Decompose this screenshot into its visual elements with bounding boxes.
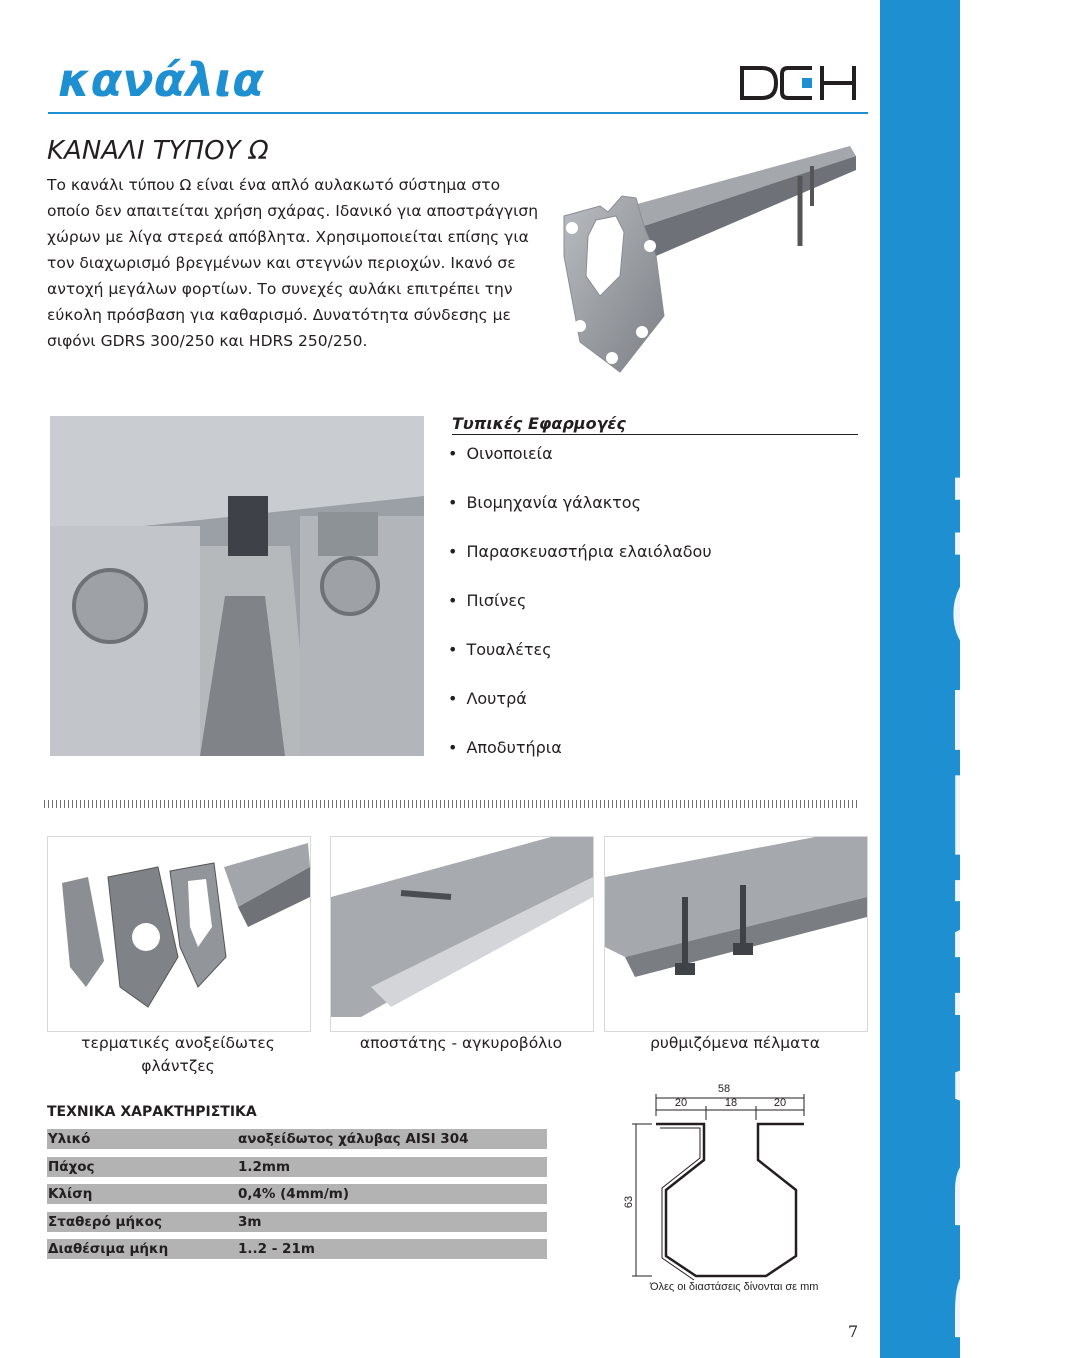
product-description: Το κανάλι τύπου Ω είναι ένα απλό αυλακωτό σύστημα στο οποίο δεν απαιτείται χρήση σχάρας. Ιδανικό για αποστράγγιση χώρων με λίγα στερεά απόβλητα. Χρησιμοποιείται επίσης για τον διαχωρισμό βρεγμένων και στεγνών περιοχών. Ικανό σε αντοχή μεγάλων φορτίων. Το συνεχές αυλάκι επιτρέπει την εύκολη πρόσβαση για καθαρισμό. Δυνατότητα σύνδεσης με σιφόνι GDRS 300/250 και HDRS 250/250.: [47, 176, 539, 350]
brand-side-band: [880, 0, 1069, 1358]
list-item: • Οινοποιεία: [448, 442, 712, 491]
dim-left-flange: 20: [674, 1097, 688, 1109]
spec-label: Διαθέσιμα μήκη: [47, 1239, 238, 1259]
list-item: • Λουτρά: [448, 687, 712, 736]
applications-list: [448, 442, 712, 785]
adjustable-feet-image: [604, 836, 868, 1032]
spec-value: 1..2 - 21m: [238, 1239, 547, 1259]
table-row: [47, 1212, 547, 1240]
dim-right-flange: 20: [773, 1097, 787, 1109]
channel-render-image: [560, 136, 860, 382]
dim-slot: 18: [724, 1097, 738, 1109]
product-title: ΚΑΝΑΛΙ ΤΥΠΟΥ Ω: [47, 136, 269, 166]
dch-logo: [740, 64, 858, 102]
caption-spacer-anchor: αποστάτης - αγκυροβόλιο: [359, 1034, 563, 1052]
spec-value: 3m: [238, 1212, 547, 1232]
table-row: [47, 1239, 547, 1267]
spec-value: ανοξείδωτος χάλυβας AISI 304: [238, 1129, 547, 1149]
section-title: κανάλια: [58, 53, 264, 107]
spec-label: Κλίση: [47, 1184, 238, 1204]
caption-end-flanges: τερματικές ανοξείδωτες φλάντζες: [81, 1034, 275, 1075]
list-item: • Τουαλέτες: [448, 638, 712, 687]
table-row: [47, 1157, 547, 1185]
logo-text: DCH: [799, 90, 802, 91]
caption-adjustable-feet: ρυθμιζόμενα πέλματα: [650, 1034, 820, 1052]
applications-title: Τυπικές Εφαρμογές: [452, 414, 626, 433]
dim-total-width: 58: [717, 1083, 731, 1095]
list-item: • Παρασκευαστήρια ελαιόλαδου: [448, 540, 712, 589]
winery-photo: [50, 416, 424, 756]
spec-label: Σταθερό μήκος: [47, 1212, 238, 1232]
spec-label: Πάχος: [47, 1157, 238, 1177]
brand-side-text: DRAINTECH: [931, 452, 1069, 1348]
list-item: • Βιομηχανία γάλακτος: [448, 491, 712, 540]
spec-value: 1.2mm: [238, 1157, 547, 1177]
hatch-divider: [44, 800, 858, 808]
list-item: • Πισίνες: [448, 589, 712, 638]
spec-value: 0,4% (4mm/m): [238, 1184, 547, 1204]
table-row: [47, 1184, 547, 1212]
list-item: • Αποδυτήρια: [448, 736, 712, 785]
spacer-anchor-image: [330, 836, 594, 1032]
header-divider: [48, 112, 868, 114]
applications-divider: [452, 434, 858, 435]
cross-section-drawing: [612, 1080, 828, 1280]
dimensions-note: Όλες οι διαστάσεις δίνονται σε mm: [650, 1281, 819, 1293]
end-flanges-image: [47, 836, 311, 1032]
specs-title: ΤΕΧΝΙΚΑ ΧΑΡΑΚΤΗΡΙΣΤΙΚΑ: [47, 1104, 257, 1120]
page-number: 7: [848, 1322, 859, 1341]
specs-table: [47, 1129, 547, 1267]
table-row: [47, 1129, 547, 1157]
spec-label: Υλικό: [47, 1129, 238, 1149]
dim-height: 63: [623, 1195, 635, 1209]
